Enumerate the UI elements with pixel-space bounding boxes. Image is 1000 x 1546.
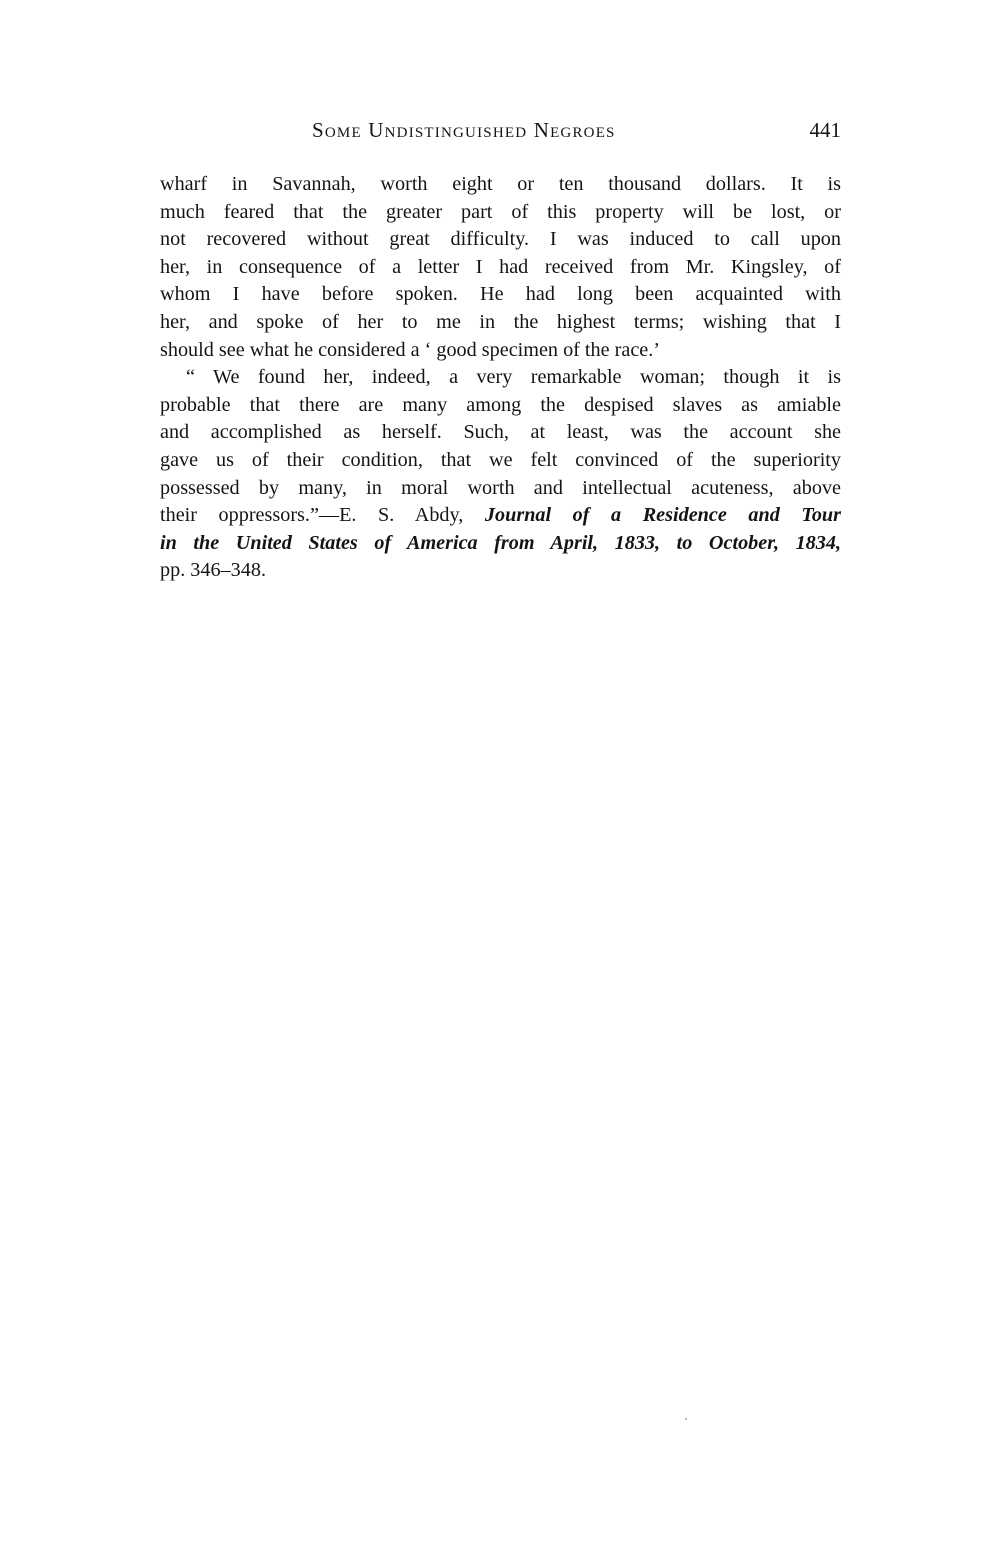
paragraph bbox=[160, 364, 841, 585]
running-head bbox=[160, 118, 841, 152]
text-line: her, and spoke of her to me in the highest terms; wishing that I bbox=[160, 310, 841, 333]
text-line: “ We found her, indeed, a very remarkable woman; though it is bbox=[186, 366, 841, 389]
text-line: her, in consequence of a letter I had received from Mr. Kingsley, of bbox=[160, 255, 841, 278]
running-title: Some Undistinguished Negroes bbox=[312, 118, 616, 142]
text-line: and accomplished as herself. Such, at least, was the account she bbox=[160, 421, 841, 444]
text-line: not recovered without great difficulty. I was induced to call upon bbox=[160, 228, 841, 251]
citation-lead: their oppressors.”—E. S. Abdy, bbox=[160, 504, 485, 527]
citation-pages: pp. 346–348. bbox=[160, 559, 266, 582]
text-line: possessed by many, in moral worth and intellectual acuteness, above bbox=[160, 476, 841, 499]
body-text bbox=[160, 171, 841, 585]
paragraph bbox=[160, 171, 841, 364]
text-line: probable that there are many among the despised slaves as amiable bbox=[160, 393, 841, 416]
text-line: wharf in Savannah, worth eight or ten thousand dollars. It is bbox=[160, 173, 841, 195]
text-line: should see what he considered a ‘ good specimen of the race.’ bbox=[160, 338, 661, 361]
citation-line bbox=[160, 502, 841, 530]
citation-title: Journal of a Residence and Tour bbox=[484, 504, 841, 527]
scan-speck bbox=[685, 1418, 687, 1420]
text-line: whom I have before spoken. He had long been acquainted with bbox=[160, 283, 841, 306]
citation-title-continued: in the United States of America from April, 1833, to October, 1834, bbox=[160, 531, 841, 554]
text-line: much feared that the greater part of this property will be lost, or bbox=[160, 200, 841, 223]
text-line: gave us of their condition, that we felt convinced of the superiority bbox=[160, 448, 841, 471]
page-number: 441 bbox=[809, 118, 841, 142]
